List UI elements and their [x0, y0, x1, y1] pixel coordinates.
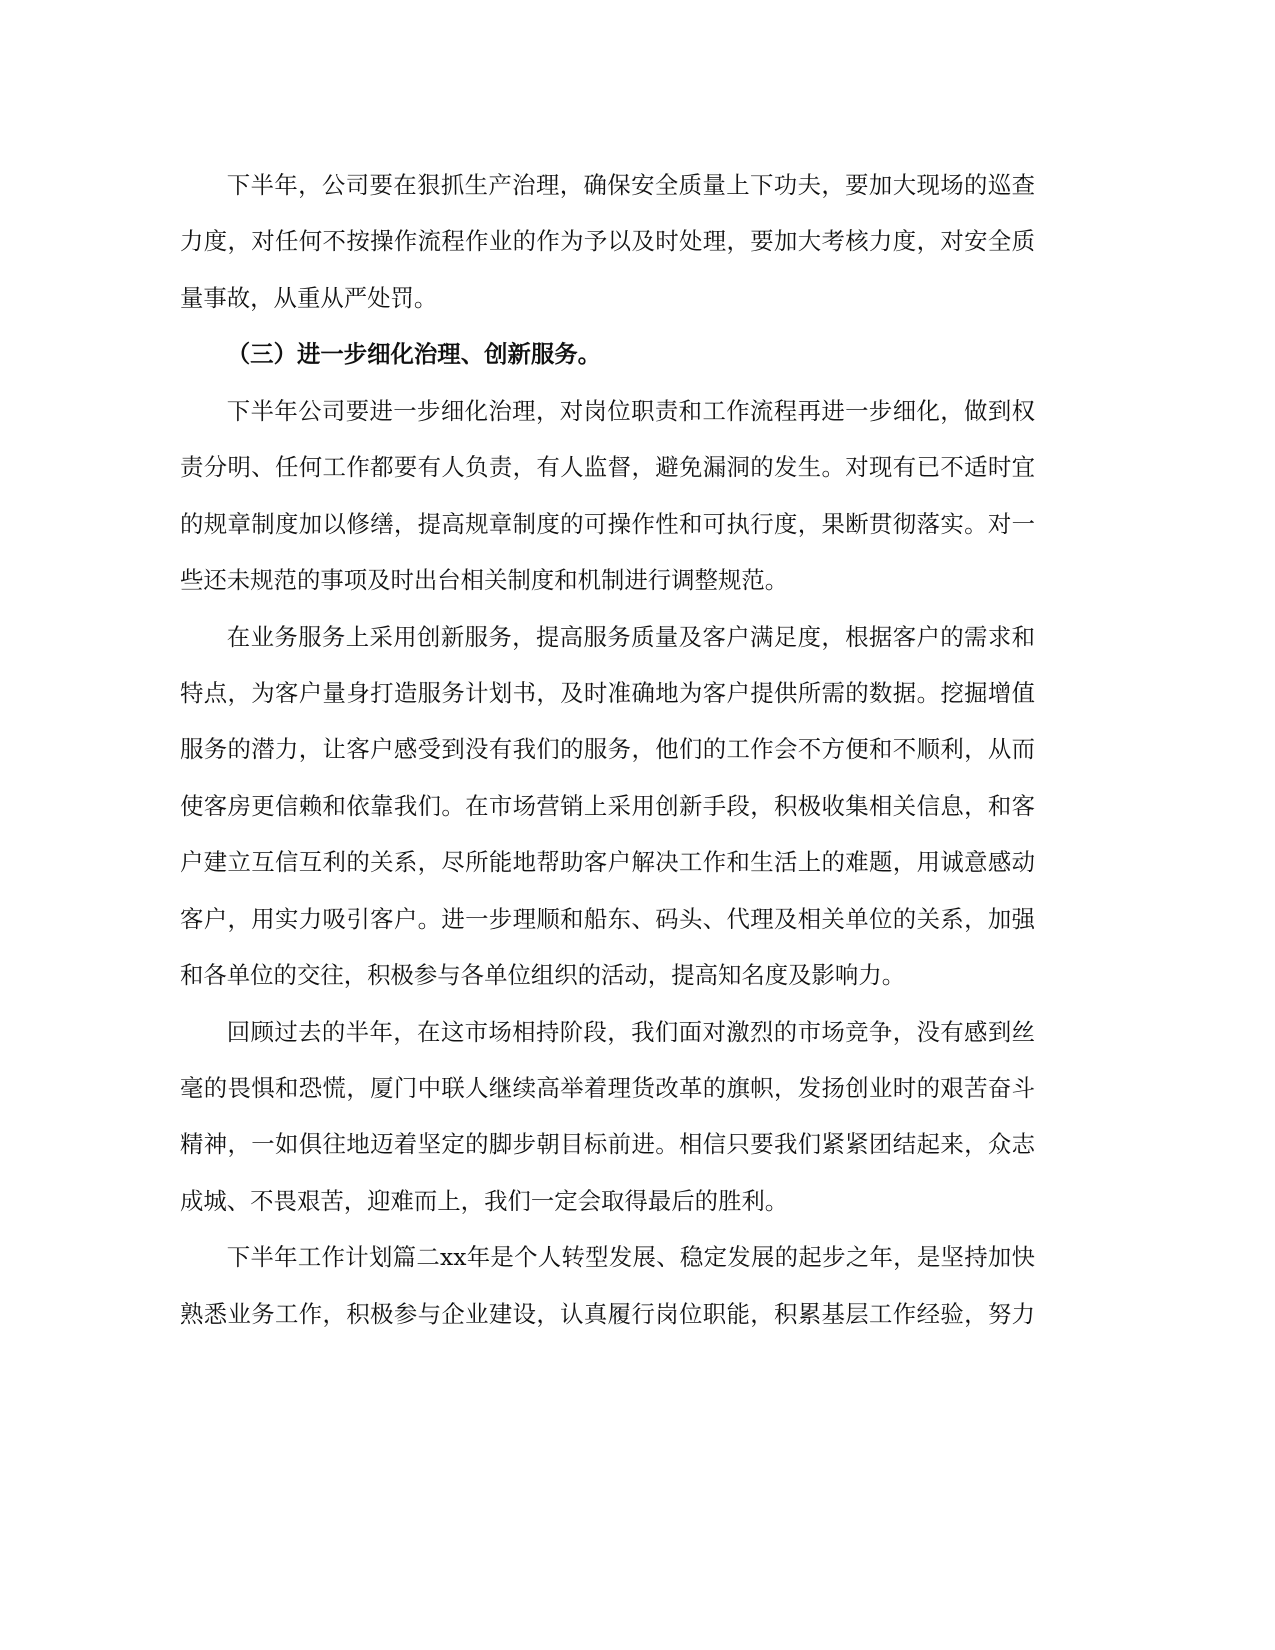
paragraph-line: 下半年公司要进一步细化治理，对岗位职责和工作流程再进一步细化，做到权: [226, 396, 1035, 425]
document-body: [180, 157, 1035, 1342]
paragraph-line: 在业务服务上采用创新服务，提高服务质量及客户满足度，根据客户的需求和: [226, 622, 1035, 651]
paragraph: [180, 383, 1035, 609]
paragraph-line: 责分明、任何工作都要有人负责，有人监督，避免漏洞的发生。对现有已不适时宜: [180, 453, 1035, 482]
paragraph-line: 使客房更信赖和依靠我们。在市场营销上采用创新手段，积极收集相关信息，和客: [180, 791, 1035, 820]
paragraph-line: 服务的潜力，让客户感受到没有我们的服务，他们的工作会不方便和不顺利，从而: [180, 735, 1035, 764]
paragraph-line: 熟悉业务工作，积极参与企业建设，认真履行岗位职能，积累基层工作经验，努力: [180, 1299, 1035, 1328]
paragraph: [180, 157, 1035, 326]
paragraph-line: 客户，用实力吸引客户。进一步理顺和船东、码头、代理及相关单位的关系，加强: [180, 904, 1035, 933]
paragraph: [180, 1229, 1035, 1342]
paragraph-line: 户建立互信互利的关系，尽所能地帮助客户解决工作和生活上的难题，用诚意感动: [180, 848, 1035, 877]
section-heading: （三）进一步细化治理、创新服务。: [226, 340, 602, 369]
paragraph-line: 毫的畏惧和恐慌，厦门中联人继续高举着理货改革的旗帜，发扬创业时的艰苦奋斗: [180, 1074, 1035, 1102]
paragraph: [180, 1004, 1035, 1230]
paragraph-line: 特点，为客户量身打造服务计划书，及时准确地为客户提供所需的数据。挖掘增值: [180, 678, 1035, 707]
paragraph-line: 下半年，公司要在狠抓生产治理，确保安全质量上下功夫，要加大现场的巡查: [226, 171, 1035, 199]
paragraph-line: 成城、不畏艰苦，迎难而上，我们一定会取得最后的胜利。: [180, 1186, 789, 1215]
paragraph-line: 量事故，从重从严处罚。: [180, 283, 438, 312]
paragraph: [180, 609, 1035, 1004]
paragraph-line: 回顾过去的半年，在这市场相持阶段，我们面对激烈的市场竞争，没有感到丝: [226, 1017, 1035, 1046]
paragraph-line: 的规章制度加以修缮，提高规章制度的可操作性和可执行度，果断贯彻落实。对一: [180, 509, 1035, 538]
paragraph-line: 力度，对任何不按操作流程作业的作为予以及时处理，要加大考核力度，对安全质: [180, 227, 1035, 256]
paragraph-line: 精神，一如俱往地迈着坚定的脚步朝目标前进。相信只要我们紧紧团结起来，众志: [180, 1130, 1035, 1159]
paragraph-line: 下半年工作计划篇二xx年是个人转型发展、稳定发展的起步之年，是坚持加快: [226, 1243, 1035, 1272]
paragraph-line: 和各单位的交往，积极参与各单位组织的活动，提高知名度及影响力。: [180, 961, 906, 990]
paragraph-line: 些还未规范的事项及时出台相关制度和机制进行调整规范。: [180, 566, 789, 595]
